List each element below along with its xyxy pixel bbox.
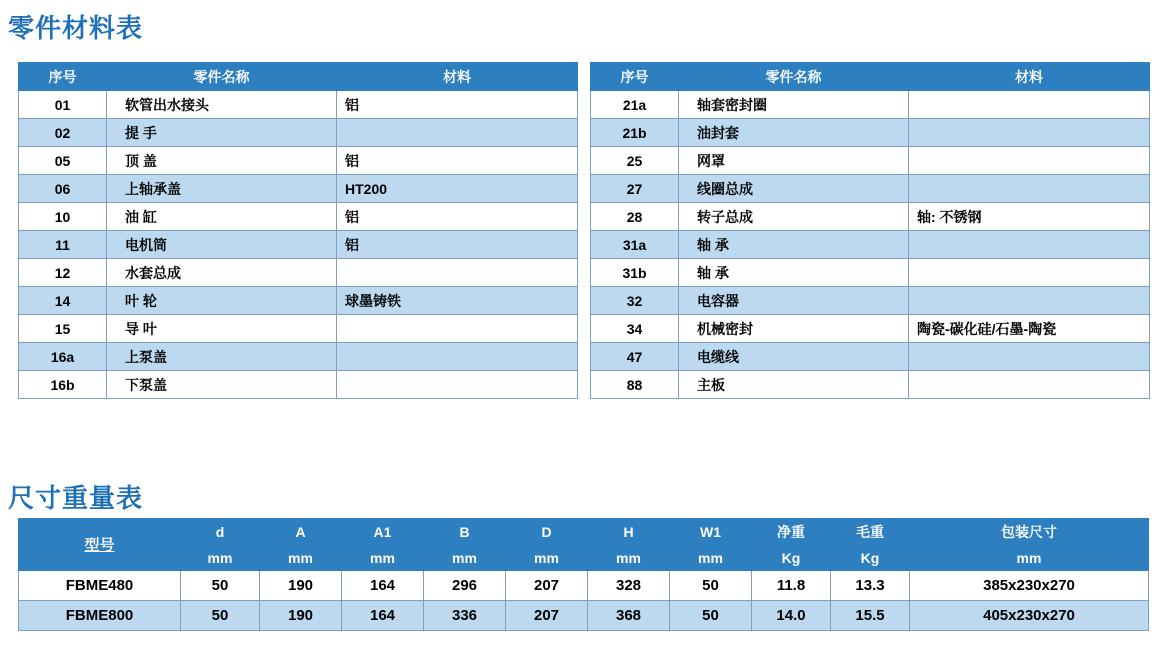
cell-value: 207 [506,601,588,631]
cell-part-name: 线圈总成 [679,175,909,203]
table-row [19,231,578,259]
cell-part-name: 轴 承 [679,231,909,259]
column-header-9: 包装尺寸 [910,519,1149,545]
cell-value: 14.0 [752,601,831,631]
cell-value: 207 [506,571,588,601]
cell-part-no: 21a [591,91,679,119]
column-header-0: d [181,519,260,545]
table-row [19,371,578,399]
page-title-dimensions: 尺寸重量表 [8,483,144,513]
table-row [591,231,1150,259]
cell-part-material: 铝 [337,203,578,231]
cell-value: 296 [424,571,506,601]
cell-part-name: 轴 承 [679,259,909,287]
cell-value: 15.5 [831,601,910,631]
cell-part-no: 16a [19,343,107,371]
cell-part-no: 12 [19,259,107,287]
cell-part-material [337,259,578,287]
cell-part-material: 轴: 不锈钢 [909,203,1150,231]
cell-part-no: 05 [19,147,107,175]
parts-table-left [18,62,578,399]
column-unit-3: mm [424,545,506,571]
column-unit-2: mm [342,545,424,571]
cell-part-material [909,119,1150,147]
cell-value: 190 [260,571,342,601]
table-row [591,147,1150,175]
column-header-3: B [424,519,506,545]
cell-part-material [337,119,578,147]
cell-value: 50 [181,571,260,601]
cell-value: 368 [588,601,670,631]
cell-part-material [909,287,1150,315]
cell-part-no: 21b [591,119,679,147]
cell-model: FBME480 [19,571,181,601]
cell-part-no: 31b [591,259,679,287]
cell-value: 328 [588,571,670,601]
cell-part-name: 网罩 [679,147,909,175]
cell-part-name: 水套总成 [107,259,337,287]
cell-part-name: 导 叶 [107,315,337,343]
column-unit-6: mm [670,545,752,571]
cell-part-no: 10 [19,203,107,231]
cell-part-material [909,91,1150,119]
cell-value: 405x230x270 [910,601,1149,631]
column-unit-5: mm [588,545,670,571]
table-row [19,287,578,315]
cell-value: 336 [424,601,506,631]
column-unit-9: mm [910,545,1149,571]
cell-part-no: 28 [591,203,679,231]
cell-part-material: HT200 [337,175,578,203]
cell-part-no: 01 [19,91,107,119]
column-header-8: 毛重 [831,519,910,545]
parts-table-right-body [591,91,1150,399]
cell-value: 190 [260,601,342,631]
parts-table-right [590,62,1150,399]
cell-part-no: 25 [591,147,679,175]
cell-part-name: 提 手 [107,119,337,147]
table-row [591,119,1150,147]
cell-model: FBME800 [19,601,181,631]
cell-part-material [337,371,578,399]
dimensions-table [18,518,1149,631]
table-row [19,147,578,175]
table-row [19,571,1149,601]
table-row [19,343,578,371]
cell-part-no: 31a [591,231,679,259]
cell-part-name: 主板 [679,371,909,399]
column-header-6: W1 [670,519,752,545]
cell-part-no: 32 [591,287,679,315]
column-header-7: 净重 [752,519,831,545]
dimensions-table-container [18,518,1148,631]
cell-value: 385x230x270 [910,571,1149,601]
column-header-5: H [588,519,670,545]
cell-part-name: 软管出水接头 [107,91,337,119]
cell-part-no: 16b [19,371,107,399]
parts-tables-container [18,62,1148,399]
cell-part-material [909,147,1150,175]
column-header-no: 序号 [19,63,107,91]
cell-part-no: 06 [19,175,107,203]
cell-part-no: 15 [19,315,107,343]
column-header-1: A [260,519,342,545]
column-unit-0: mm [181,545,260,571]
cell-part-name: 转子总成 [679,203,909,231]
cell-part-material [909,371,1150,399]
table-row [591,371,1150,399]
table-row [19,315,578,343]
table-row [591,287,1150,315]
column-header-4: D [506,519,588,545]
cell-part-name: 油封套 [679,119,909,147]
column-unit-7: Kg [752,545,831,571]
cell-value: 50 [670,601,752,631]
cell-part-name: 电容器 [679,287,909,315]
table-row [19,119,578,147]
column-header-name: 零件名称 [107,63,337,91]
cell-value: 50 [670,571,752,601]
parts-table-left-body [19,91,578,399]
table-row [19,203,578,231]
table-row [591,175,1150,203]
cell-value: 164 [342,601,424,631]
column-unit-1: mm [260,545,342,571]
table-header-row [591,63,1150,91]
cell-part-no: 14 [19,287,107,315]
cell-part-material [909,259,1150,287]
cell-part-name: 电缆线 [679,343,909,371]
cell-part-name: 轴套密封圈 [679,91,909,119]
cell-part-no: 47 [591,343,679,371]
cell-part-material [337,343,578,371]
table-row [591,203,1150,231]
table-row [591,91,1150,119]
table-row [19,601,1149,631]
dimensions-table-body [19,571,1149,631]
page-title-parts: 零件材料表 [8,13,144,43]
column-header-material: 材料 [909,63,1150,91]
cell-part-name: 电机筒 [107,231,337,259]
cell-part-no: 88 [591,371,679,399]
column-unit-4: mm [506,545,588,571]
cell-part-material [909,231,1150,259]
cell-part-material: 铝 [337,91,578,119]
column-header-model: 型号 [19,519,181,571]
cell-part-no: 11 [19,231,107,259]
dimensions-units-row [19,545,1149,571]
table-row [591,259,1150,287]
cell-part-material: 铝 [337,231,578,259]
cell-part-name: 下泵盖 [107,371,337,399]
dimensions-header-row [19,519,1149,545]
cell-part-name: 机械密封 [679,315,909,343]
table-row [19,259,578,287]
cell-part-name: 顶 盖 [107,147,337,175]
cell-value: 164 [342,571,424,601]
column-header-no: 序号 [591,63,679,91]
table-row [19,91,578,119]
table-row [19,175,578,203]
table-row [591,343,1150,371]
cell-part-material [909,343,1150,371]
cell-part-name: 上泵盖 [107,343,337,371]
cell-part-name: 叶 轮 [107,287,337,315]
column-header-material: 材料 [337,63,578,91]
table-row [591,315,1150,343]
cell-part-material [337,315,578,343]
column-unit-8: Kg [831,545,910,571]
cell-value: 50 [181,601,260,631]
cell-part-material: 球墨铸铁 [337,287,578,315]
cell-part-name: 油 缸 [107,203,337,231]
table-header-row [19,63,578,91]
cell-value: 13.3 [831,571,910,601]
cell-part-name: 上轴承盖 [107,175,337,203]
cell-part-no: 02 [19,119,107,147]
cell-part-no: 27 [591,175,679,203]
column-header-name: 零件名称 [679,63,909,91]
cell-part-no: 34 [591,315,679,343]
cell-part-material [909,175,1150,203]
cell-part-material: 铝 [337,147,578,175]
cell-part-material: 陶瓷-碳化硅/石墨-陶瓷 [909,315,1150,343]
column-header-2: A1 [342,519,424,545]
cell-value: 11.8 [752,571,831,601]
